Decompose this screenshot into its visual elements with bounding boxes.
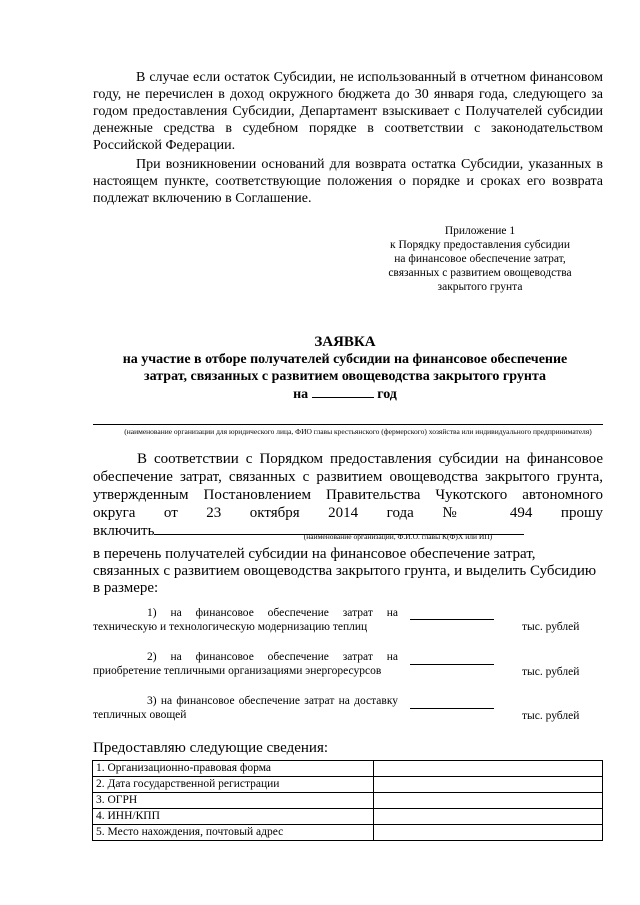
annex-line-2: к Порядку предоставления субсидии [390,239,570,251]
request-line-6: в перечень получателей субсидии на финансовое обеспечение затрат, [93,546,536,562]
title-year-line [90,385,600,403]
subsidy-amount-1-field[interactable] [410,619,494,620]
info-value-field[interactable] [374,793,603,809]
title-year-suffix: год [377,387,397,402]
info-label: 2. Дата государственной регистрации [93,777,374,793]
subsidy-item-2-text: 2) на финансовое обеспечение затрат на приобретение тепличными организациями энергоресурсов [93,651,398,677]
annex-line-5: закрытого грунта [437,281,523,293]
title-main: ЗАЯВКА [314,334,376,350]
title-line-2: на участие в отборе получателей субсидии на финансовое обеспечение [122,352,568,367]
info-value-field[interactable] [374,809,603,825]
info-label: 3. ОГРН [93,793,374,809]
info-value-field[interactable] [374,777,603,793]
request-text [93,450,603,540]
request-line-7: связанных с развитием овощеводства закрытого грунта, и выделить Субсидию [93,563,597,579]
intro-paragraph-2: При возникновении оснований для возврата остатка Субсидии, указанных в настоящем пункте, соответствующие положения о порядке и сроках его возврата подлежат включению в Соглашение. [93,157,603,206]
annex-line-1: Приложение 1 [444,225,516,237]
intro-paragraph-1: В случае если остаток Субсидии, не использованный в отчетном финансовом году, не перечислен в доход окружного бюджета до 30 января года, следующего за годом предоставления Субсидии, Департамент взыскивает с Получателей субсидии денежные средства в судебном порядке в соответствии с законодательством Российской Федерации. [93,70,603,153]
title-year-prefix: на [293,387,309,402]
subsidy-unit-1: тыс. рублей [522,621,580,633]
title-line-3: затрат, связанных с развитием овощеводства закрытого грунта [144,369,546,384]
subsidy-unit-3: тыс. рублей [522,710,580,722]
document-title [90,334,600,403]
request-line-8: в размере: [93,580,159,596]
subsidy-item-1 [93,606,398,634]
info-label: 4. ИНН/КПП [93,809,374,825]
subsidy-item-3-text: 3) на финансовое обеспечение затрат на доставку тепличных овощей [93,695,398,721]
info-label: 5. Место нахождения, почтовый адрес [93,825,374,841]
year-field[interactable] [312,385,374,398]
info-value-field[interactable] [374,825,603,841]
request-continuation [93,546,603,597]
table-row [93,761,603,777]
subsidy-amount-2-field[interactable] [410,664,494,665]
table-row [93,825,603,841]
organization-name-field[interactable] [93,424,603,425]
include-label: включить [93,523,155,539]
subsidy-amount-3-field[interactable] [410,708,494,709]
organization-caption: (наименование организации для юридического лица, ФИО главы крестьянского (фермерского) хозяйства или индивидуального предпринимателя) [124,427,592,436]
request-line-2: обеспечение затрат, связанных с развитием овощеводства закрытого грунта, [93,469,603,485]
table-row [93,809,603,825]
request-line-1: В соответствии с Порядком предоставления субсидии на финансовое [137,451,603,467]
applicant-caption: (наименование организации, Ф.И.О. главы К(Ф)Х или ИП) [303,532,493,541]
annex-line-4: связанных с развитием овощеводства [388,267,572,279]
annex-note [360,224,600,294]
subsidy-unit-2: тыс. рублей [522,666,580,678]
info-label: 1. Организационно-правовая форма [93,761,374,777]
request-line-4: округа от 23 октября 2014 года № 494 прошу [93,505,603,521]
info-table [92,760,603,841]
subsidy-item-2 [93,650,398,678]
subsidy-item-1-text: 1) на финансовое обеспечение затрат на техническую и технологическую модернизацию теплиц [93,607,398,633]
annex-line-3: на финансовое обеспечение затрат, [394,253,566,265]
provide-label: Предоставляю следующие сведения: [93,740,329,756]
table-row [93,777,603,793]
request-line-3: утвержденным Постановлением Правительства Чукотского автономного [93,487,603,503]
subsidy-item-3 [93,694,398,722]
table-row [93,793,603,809]
info-value-field[interactable] [374,761,603,777]
